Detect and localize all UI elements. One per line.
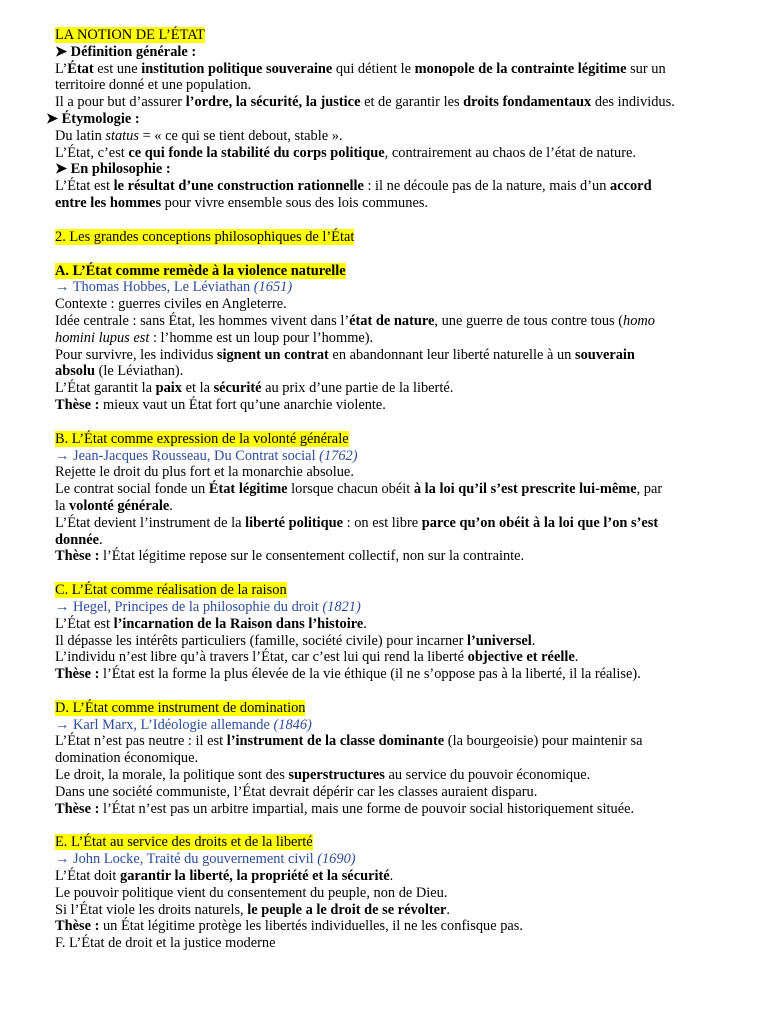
- arrow-bullet-icon: ➤: [46, 110, 59, 127]
- section-e-line-2: Le pouvoir politique vient du consentement du peuple, non de Dieu.: [55, 884, 448, 901]
- section-a-title: A. L’État comme remède à la violence naturelle: [55, 262, 346, 279]
- section-a-line-2: Idée centrale : sans État, les hommes vivent dans l’état de nature, une guerre de tous contre tous (homo: [55, 312, 655, 329]
- section-a-line-1: Contexte : guerres civiles en Angleterre.: [55, 296, 287, 313]
- section-a-line-6: L’État garantit la paix et la sécurité au prix d’une partie de la liberté.: [55, 380, 454, 397]
- section-c-thesis: Thèse : l’État est la forme la plus élevée de la vie éthique (il ne s’oppose pas à la liberté, il la réalise).: [55, 666, 641, 683]
- philosophy-line-1: L’État est le résultat d’une construction rationnelle : il ne découle pas de la nature, mais d’un accord: [55, 178, 652, 195]
- section-c-title: C. L’État comme réalisation de la raison: [55, 582, 287, 599]
- section-e-reference: → John Locke, Traité du gouvernement civil (1690): [55, 851, 356, 868]
- arrow-bullet-icon: ➤: [55, 43, 68, 60]
- etymology-line-1: Du latin status = « ce qui se tient debout, stable ».: [55, 127, 343, 144]
- etymology-line-2: L’État, c’est ce qui fonde la stabilité du corps politique, contrairement au chaos de l’état de nature.: [55, 144, 636, 161]
- section-a-reference: → Thomas Hobbes, Le Léviathan (1651): [55, 279, 293, 296]
- definition-heading: Définition générale :: [70, 43, 197, 60]
- section-a-thesis: Thèse : mieux vaut un État fort qu’une anarchie violente.: [55, 396, 386, 413]
- section-d-reference: → Karl Marx, L’Idéologie allemande (1846): [55, 716, 312, 733]
- section-a-line-3: homini lupus est : l’homme est un loup pour l’homme).: [55, 329, 374, 346]
- section-d-line-4: Dans une société communiste, l’État devrait dépérir car les classes auraient disparu.: [55, 783, 538, 800]
- definition-line-1: L’État est une institution politique souveraine qui détient le monopole de la contrainte légitime sur un: [55, 60, 666, 77]
- section-b-line-4: L’État devient l’instrument de la liberté politique : on est libre parce qu’on obéit à la loi que l’on s’est: [55, 514, 659, 531]
- section-d-title: D. L’État comme instrument de domination: [55, 699, 306, 716]
- section-2-title: 2. Les grandes conceptions philosophiques de l’État: [55, 228, 355, 245]
- section-b-line-3: la volonté générale.: [55, 497, 173, 514]
- section-b-title: B. L’État comme expression de la volonté générale: [55, 430, 349, 447]
- section-b-line-2: Le contrat social fonde un État légitime lorsque chacun obéit à la loi qu’il s’est prescrite lui-même, par: [55, 481, 663, 498]
- section-f-title: F. L’État de droit et la justice moderne: [55, 935, 276, 952]
- philosophy-heading: En philosophie :: [70, 161, 171, 178]
- section-d-line-2: domination économique.: [55, 750, 199, 767]
- section-c-reference: → Hegel, Principes de la philosophie du droit (1821): [55, 598, 361, 615]
- etymology-heading: Étymologie :: [61, 110, 140, 127]
- section-c-line-3: L’individu n’est libre qu’à travers l’État, car c’est lui qui rend la liberté objective et réelle.: [55, 649, 579, 666]
- definition-line-3: Il a pour but d’assurer l’ordre, la sécurité, la justice et de garantir les droits fondamentaux des individus.: [55, 94, 675, 111]
- section-d-line-3: Le droit, la morale, la politique sont des superstructures au service du pouvoir économique.: [55, 767, 591, 784]
- section-e-line-1: L’État doit garantir la liberté, la propriété et la sécurité.: [55, 868, 394, 885]
- section-b-line-5: donnée.: [55, 531, 103, 548]
- section-d-line-1: L’État n’est pas neutre : il est l’instrument de la classe dominante (la bourgeoisie) pour maintenir sa: [55, 733, 643, 750]
- section-e-thesis: Thèse : un État légitime protège les libertés individuelles, il ne les confisque pas.: [55, 918, 523, 935]
- section-c-line-1: L’État est l’incarnation de la Raison dans l’histoire.: [55, 615, 367, 632]
- section-b-reference: → Jean-Jacques Rousseau, Du Contrat social (1762): [55, 447, 358, 464]
- section-b-line-1: Rejette le droit du plus fort et la monarchie absolue.: [55, 464, 354, 481]
- section-a-line-5: absolu (le Léviathan).: [55, 363, 184, 380]
- philosophy-line-2: entre les hommes pour vivre ensemble sous des lois communes.: [55, 194, 429, 211]
- section-d-thesis: Thèse : l’État n’est pas un arbitre impartial, mais une forme de pouvoir social historiquement située.: [55, 800, 635, 817]
- document-title: LA NOTION DE L’ÉTAT: [55, 27, 205, 43]
- definition-line-2: territoire donné et une population.: [55, 77, 252, 94]
- section-e-line-3: Si l’État viole les droits naturels, le peuple a le droit de se révolter.: [55, 901, 451, 918]
- arrow-bullet-icon: ➤: [55, 161, 68, 178]
- section-c-line-2: Il dépasse les intérêts particuliers (famille, société civile) pour incarner l’universel.: [55, 632, 536, 649]
- section-a-line-4: Pour survivre, les individus signent un contrat en abandonnant leur liberté naturelle à un souverain: [55, 346, 635, 363]
- section-e-title: E. L’État au service des droits et de la liberté: [55, 834, 313, 851]
- section-b-thesis: Thèse : l’État légitime repose sur le consentement collectif, non sur la contrainte.: [55, 548, 525, 565]
